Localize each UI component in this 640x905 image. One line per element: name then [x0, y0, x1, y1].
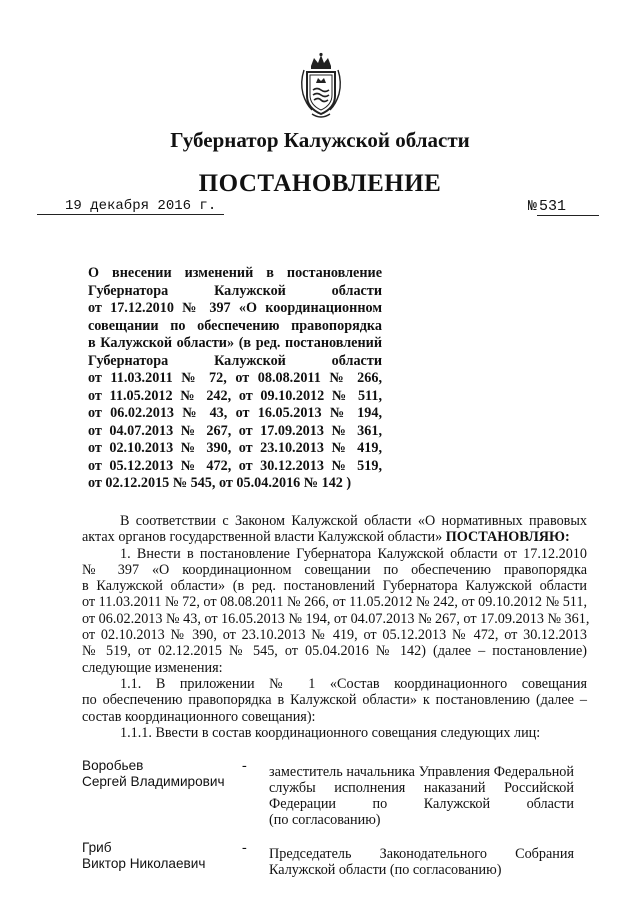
issuer-title: Губернатор Калужской области [170, 128, 470, 152]
member-name [82, 840, 252, 872]
body-line: В соответствии с Законом Калужской области «О нормативных правовых [120, 513, 587, 529]
subject-line: Губернатора Калужской области [88, 352, 382, 369]
members-list [82, 758, 587, 890]
member-surname: Воробьев [82, 758, 144, 773]
position-line: службы исполнения наказаний Российской [269, 780, 574, 796]
subject-line: совещании по обеспечению правопорядка [88, 317, 382, 334]
position-line: заместитель начальника Управления Федеральной [269, 764, 574, 780]
body-line: № 519, от 02.12.2015 № 545, от 05.04.2016 № 142) (далее – постановление) [82, 643, 587, 660]
member-dash: - [242, 840, 247, 856]
member-entry [82, 840, 587, 890]
document-type-heading: ПОСТАНОВЛЕНИЕ [198, 170, 442, 197]
subject-line: О внесении изменений в постановление [88, 265, 382, 281]
member-name [82, 758, 252, 790]
position-line: Федерации по Калужской области [269, 796, 574, 812]
subject-line: от 05.12.2013 № 472, от 30.12.2013 № 519, [88, 457, 382, 474]
position-line: (по согласованию) [269, 812, 381, 828]
subject-line: от 11.05.2012 № 242, от 09.10.2012 № 511, [88, 387, 382, 404]
subject-line: от 04.07.2013 № 267, от 17.09.2013 № 361, [88, 422, 382, 439]
member-given-names: Виктор Николаевич [82, 856, 206, 871]
member-position [269, 764, 574, 828]
document-date [37, 198, 224, 215]
body-text: актах органов государственной власти Калужской области» [82, 529, 443, 546]
coat-of-arms-emblem [298, 52, 344, 122]
member-dash: - [242, 758, 247, 774]
subject-block [88, 265, 382, 493]
subject-line: Губернатора Калужской области [88, 282, 382, 299]
decree-word: ПОСТАНОВЛЯЮ: [445, 529, 570, 546]
body-line: 1.1. В приложении № 1 «Состав координационного совещания [120, 675, 587, 692]
body-line: по обеспечению правопорядка в Калужской области» к постановлению (далее – [82, 692, 587, 709]
member-surname: Гриб [82, 840, 112, 855]
body-line: в Калужской области» (в ред. постановлений Губернатора Калужской области [82, 578, 587, 595]
subject-line: от 17.12.2010 № 397 «О координационном [88, 300, 382, 316]
date-value: 19 декабря 2016 г. [37, 198, 224, 215]
body-line: от 06.02.2013 № 43, от 16.05.2013 № 194, от 04.07.2013 № 267, от 17.09.2013 № 361, [82, 610, 590, 627]
member-given-names: Сергей Владимирович [82, 774, 225, 789]
body-line: 1. Внести в постановление Губернатора Калужской области от 17.12.2010 [120, 545, 587, 562]
body-line: от 02.10.2013 № 390, от 23.10.2013 № 419, от 05.12.2013 № 472, от 30.12.2013 [82, 627, 587, 644]
position-line: Калужской области (по согласованию) [269, 862, 502, 878]
document-body [82, 513, 590, 741]
body-line: 1.1.1. Ввести в состав координационного совещания следующих лиц: [120, 724, 541, 741]
position-line: Председатель Законодательного Собрания [269, 846, 574, 862]
body-line [82, 529, 587, 545]
subject-line: от 06.02.2013 № 43, от 16.05.2013 № 194, [88, 405, 382, 421]
number-prefix: № [528, 198, 538, 215]
body-line: следующие изменения: [82, 659, 223, 676]
body-line: № 397 «О координационном совещании по обеспечению правопорядка [82, 561, 587, 578]
number-value: 531 [537, 198, 599, 216]
subject-line: от 11.03.2011 № 72, от 08.08.2011 № 266, [88, 370, 382, 386]
body-line: от 11.03.2011 № 72, от 08.08.2011 № 266, от 11.05.2012 № 242, от 09.10.2012 № 511, [82, 594, 587, 611]
member-position [269, 846, 574, 878]
member-entry [82, 758, 587, 840]
document-number [528, 198, 599, 216]
subject-line: от 02.10.2013 № 390, от 23.10.2013 № 419, [88, 440, 382, 456]
body-line: состав координационного совещания): [82, 708, 316, 725]
subject-line: в Калужской области» (в ред. постановлений [88, 335, 382, 351]
subject-line: от 02.12.2015 № 545, от 05.04.2016 № 142 ) [88, 475, 352, 491]
